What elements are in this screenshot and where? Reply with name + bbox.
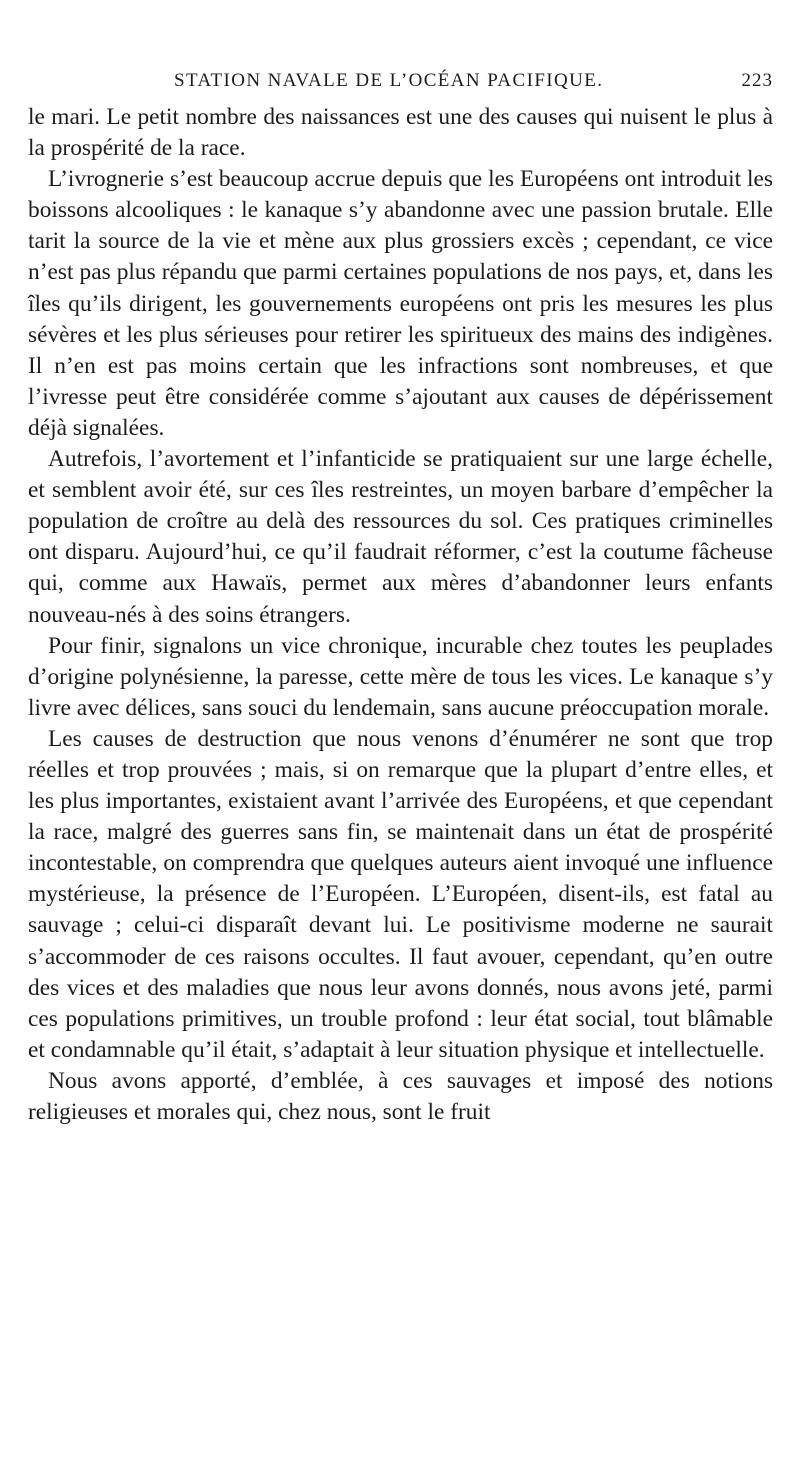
paragraph: Pour finir, signalons un vice chronique, incurable chez toutes les peuplades d’origine polynésienne, la paresse, cette mère de tous les vices. Le kanaque s’y livre avec délices, sans souci du lendemain, sans aucune préoccupation morale. <box>28 632 773 721</box>
paragraph: Nous avons apporté, d’emblée, à ces sauvages et imposé des notions religieuses et morales qui, chez nous, sont le fruit <box>28 1067 773 1125</box>
paragraph: le mari. Le petit nombre des naissances est une des causes qui nuisent le plus à la prospérité de la race. <box>28 104 773 162</box>
page-number: 223 <box>741 70 773 91</box>
body-text <box>28 102 773 1128</box>
running-title: STATION NAVALE DE L’OCÉAN PACIFIQUE. <box>174 70 604 91</box>
paragraph: L’ivrognerie s’est beaucoup accrue depuis que les Européens ont introduit les boissons alcooliques : le kanaque s’y abandonne avec une passion brutale. Elle tarit la source de la vie et mène aux plus grossiers excès ; cependant, ce vice n’est pas plus répandu que parmi certaines populations de nos pays, et, dans les îles qu’ils dirigent, les gouvernements européens ont pris les mesures les plus sévères et les plus sérieuses pour retirer les spiritueux des mains des indigènes. Il n’en est pas moins certain que les infractions sont nombreuses, et que l’ivresse peut être considérée comme s’ajoutant aux causes de dépérissement déjà signalées. <box>28 166 773 441</box>
paragraph: Les causes de destruction que nous venons d’énumérer ne sont que trop réelles et trop prouvées ; mais, si on remarque que la plupart d’entre elles, et les plus importantes, existaient avant l’arrivée des Européens, et que cependant la race, malgré des guerres sans fin, se maintenait dans un état de prospérité incontestable, on comprendra que quelques auteurs aient invoqué une influence mystérieuse, la présence de l’Européen. L’Européen, disent-ils, est fatal au sauvage ; celui-ci disparaît devant lui. Le positivisme moderne ne saurait s’accommoder de ces raisons occultes. Il faut avouer, cependant, qu’en outre des vices et des maladies que nous leur avons donnés, nous avons jeté, parmi ces populations primitives, un trouble profond : leur état social, tout blâmable et condamnable qu’il était, s’adaptait à leur situation physique et intellectuelle. <box>28 725 773 1063</box>
book-page <box>28 58 773 1128</box>
paragraph: Autrefois, l’avortement et l’infanticide se pratiquaient sur une large échelle, et semblent avoir été, sur ces îles restreintes, un moyen barbare d’empêcher la population de croître au delà des ressources du sol. Ces pratiques criminelles ont disparu. Aujourd’hui, ce qu’il faudrait réformer, c’est la coutume fâcheuse qui, comme aux Hawaïs, permet aux mères d’abandonner leurs enfants nouveau-nés à des soins étrangers. <box>28 446 773 628</box>
running-head <box>28 58 773 102</box>
